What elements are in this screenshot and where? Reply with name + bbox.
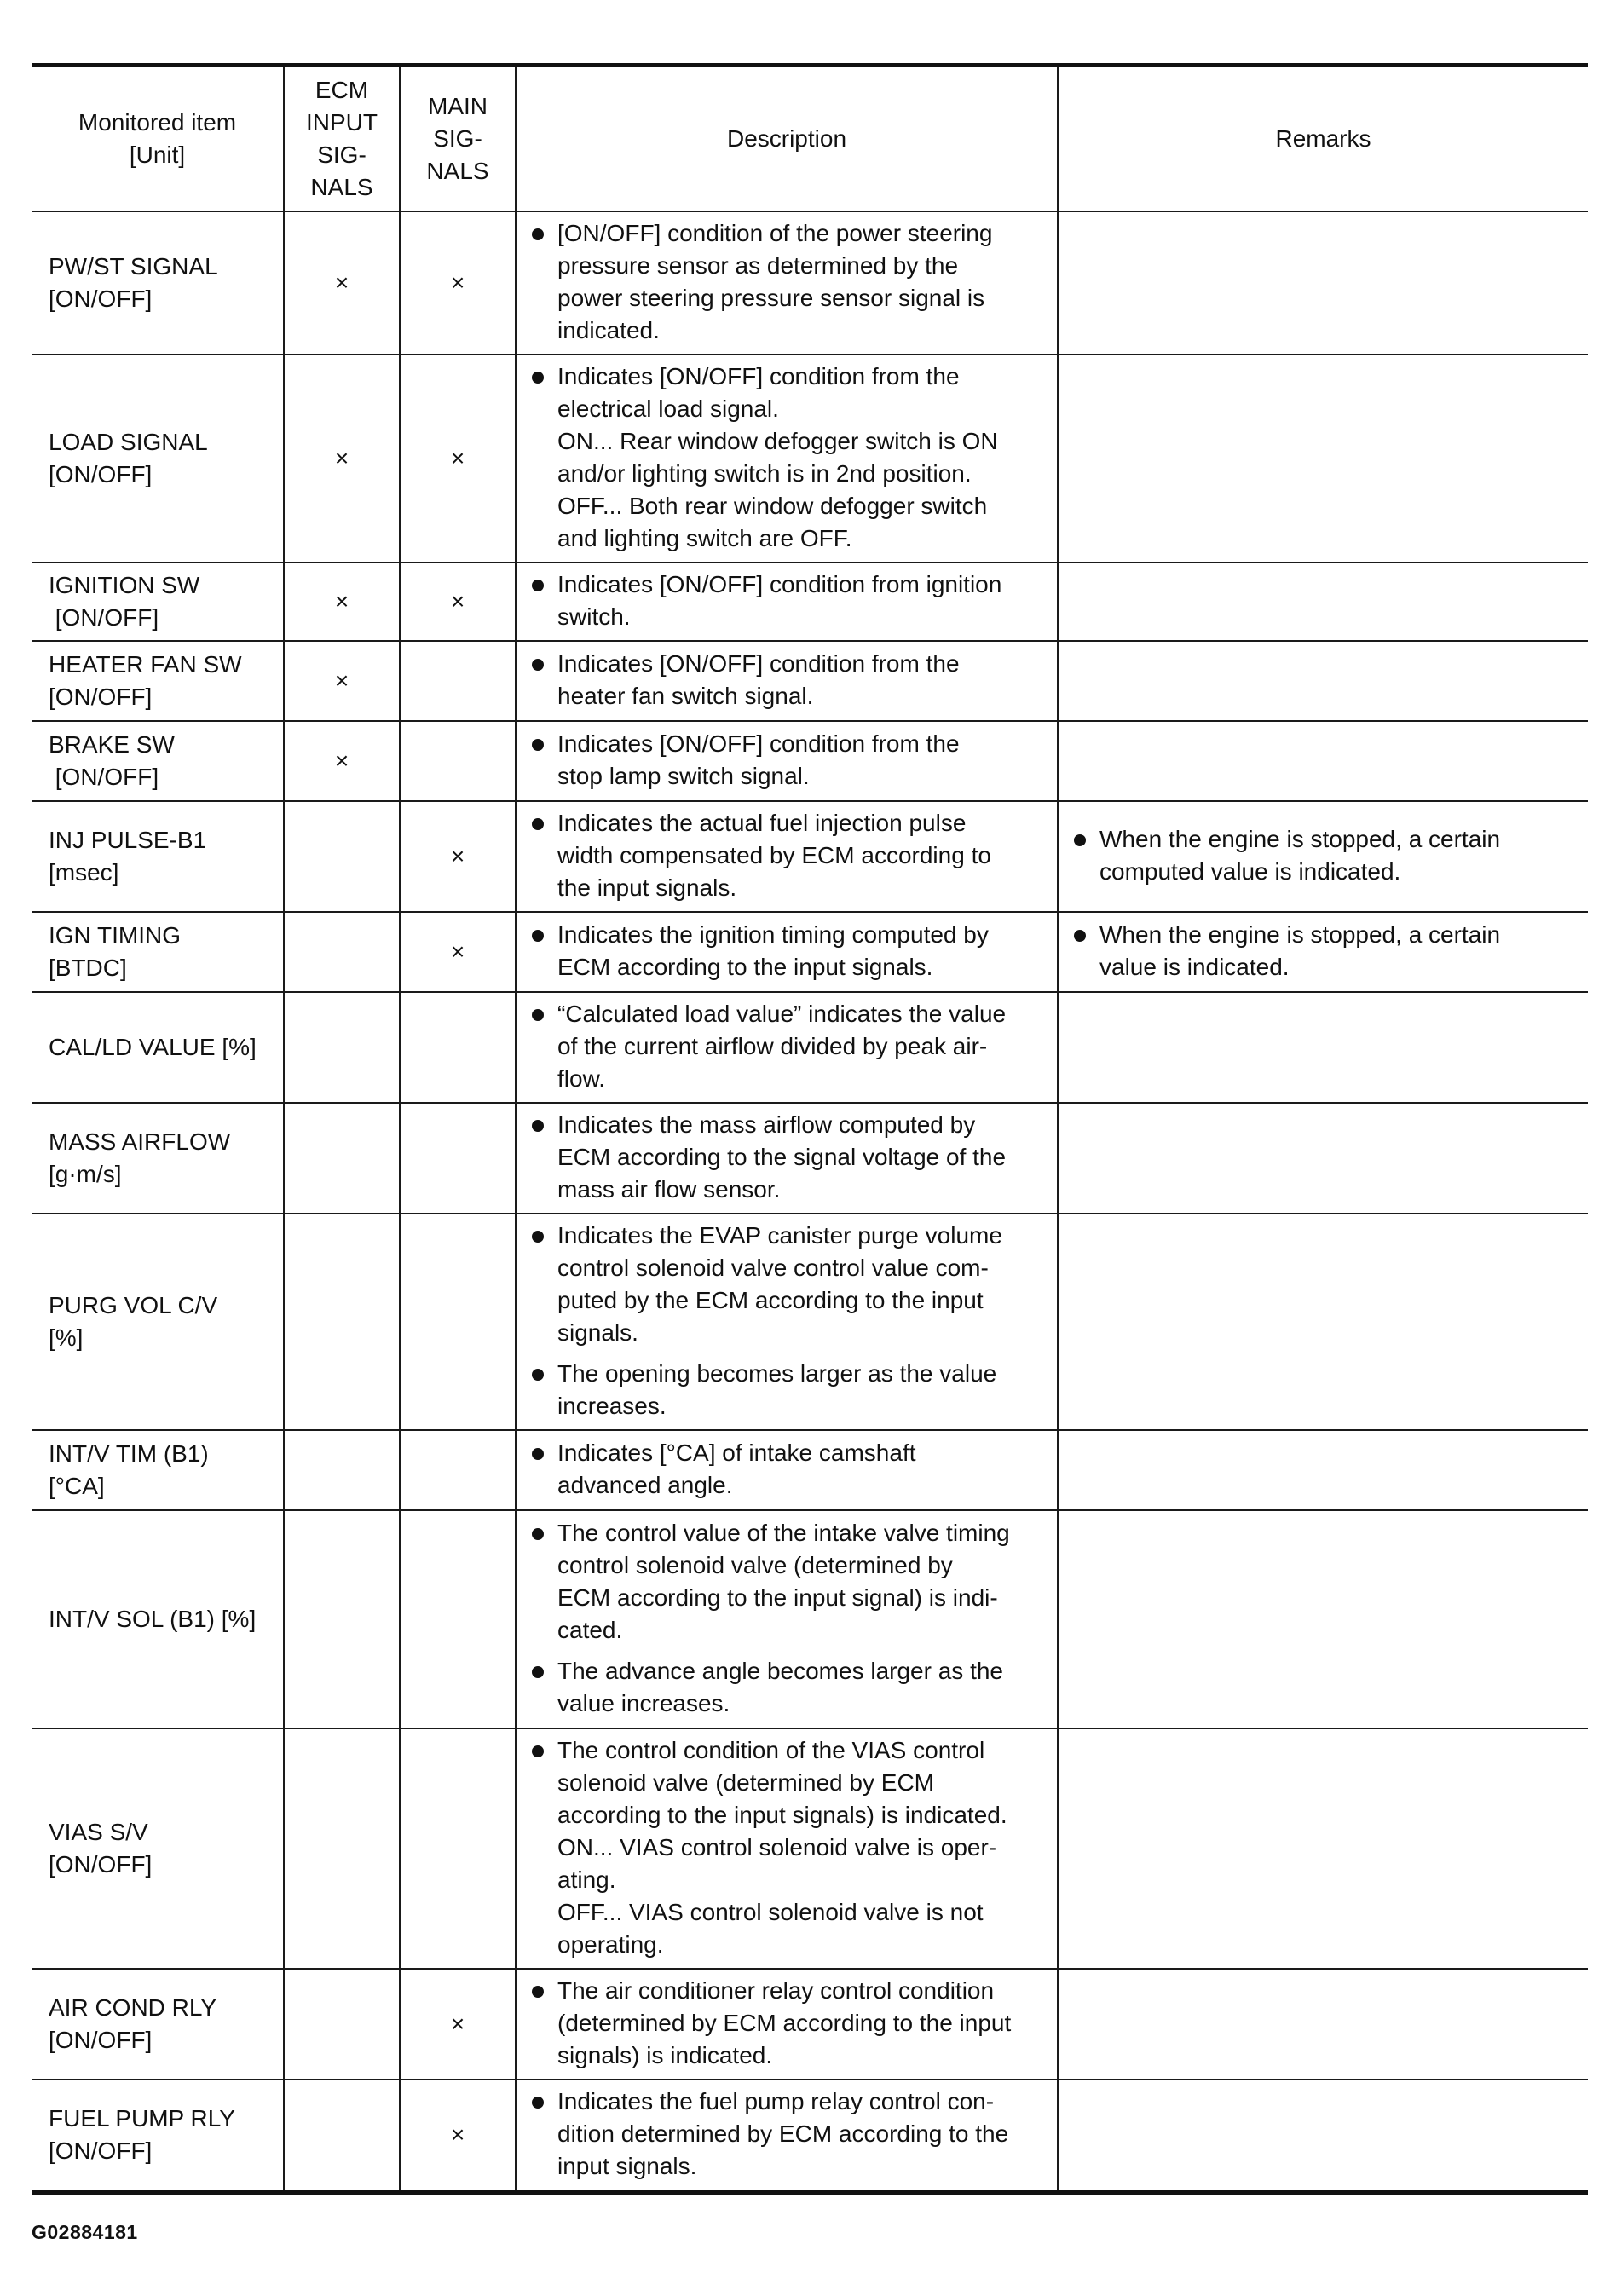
monitored-item-cell	[32, 2080, 284, 2192]
description-list	[528, 1975, 1052, 2072]
header-description-text: Description	[726, 125, 847, 152]
description-list	[528, 807, 1052, 904]
table-body	[32, 211, 1588, 2192]
description-text: Indicates the ignition timing computed by ECM according to the input signals.	[557, 921, 989, 980]
monitored-item-name: AIR COND RLY [ON/OFF]	[49, 1994, 217, 2053]
ecm-input-mark: ×	[284, 355, 400, 562]
description-cell	[516, 1430, 1058, 1510]
ecm-input-mark: ×	[284, 641, 400, 721]
remarks-cell	[1058, 1103, 1588, 1214]
description-bullet	[528, 919, 1052, 984]
table-row	[32, 801, 1588, 912]
table-row	[32, 1969, 1588, 2080]
table-row	[32, 721, 1588, 801]
description-text: The air conditioner relay control condition (determined by ECM according to the input signals) is indicated.	[557, 1977, 1012, 2068]
table-row	[32, 211, 1588, 355]
remarks-cell	[1058, 355, 1588, 562]
table-row	[32, 912, 1588, 992]
monitored-item-name: VIAS S/V [ON/OFF]	[49, 1819, 153, 1878]
remarks-cell	[1058, 562, 1588, 641]
description-bullet	[528, 361, 1052, 425]
remarks-cell	[1058, 1969, 1588, 2080]
table-row	[32, 1728, 1588, 1969]
ecm-input-mark	[284, 1969, 400, 2080]
table-row	[32, 2080, 1588, 2192]
description-text: Indicates [ON/OFF] condition from the stop lamp switch signal.	[557, 730, 960, 789]
header-description	[516, 66, 1058, 212]
description-list	[528, 1109, 1052, 1206]
description-text: The control condition of the VIAS control solenoid valve (determined by ECM according to the input signals) is indicated.	[557, 1737, 1007, 1828]
monitored-item-name: PW/ST SIGNAL [ON/OFF]	[49, 253, 218, 312]
description-cell	[516, 2080, 1058, 2192]
description-list	[528, 1734, 1052, 1832]
description-list	[528, 919, 1052, 984]
description-bullet	[528, 1109, 1052, 1206]
description-text: The advance angle becomes larger as the value increases.	[557, 1658, 1003, 1716]
description-text: “Calculated load value” indicates the value of the current airflow divided by peak air- flow.	[557, 1001, 1007, 1092]
remarks-cell	[1058, 992, 1588, 1103]
main-signal-mark	[400, 1728, 516, 1969]
description-bullet	[528, 648, 1052, 712]
description-bullet	[528, 998, 1052, 1095]
table-row	[32, 1510, 1588, 1728]
remarks-cell	[1058, 721, 1588, 801]
monitored-item-cell	[32, 1214, 284, 1430]
monitored-item-name: FUEL PUMP RLY [ON/OFF]	[49, 2105, 235, 2165]
description-cell	[516, 992, 1058, 1103]
monitored-item-cell	[32, 992, 284, 1103]
description-text: Indicates the fuel pump relay control con- dition determined by ECM according to the input signals.	[557, 2088, 1009, 2180]
ecm-input-mark	[284, 1214, 400, 1430]
description-bullet	[528, 1655, 1052, 1720]
description-bullet	[528, 1975, 1052, 2072]
description-text: Indicates the EVAP canister purge volume control solenoid valve control value com- puted by the ECM according to the input signals.	[557, 1222, 1002, 1346]
remarks-cell	[1058, 1430, 1588, 1510]
monitored-item-cell	[32, 1969, 284, 2080]
remarks-list	[1071, 823, 1583, 888]
monitored-item-name: INT/V TIM (B1) [°CA]	[49, 1440, 209, 1499]
ecm-input-mark	[284, 992, 400, 1103]
remarks-cell	[1058, 2080, 1588, 2192]
header-remarks	[1058, 66, 1588, 212]
main-signal-mark	[400, 1430, 516, 1510]
remarks-cell	[1058, 211, 1588, 355]
monitored-items-table	[32, 63, 1588, 2195]
remarks-cell	[1058, 641, 1588, 721]
description-list	[528, 568, 1052, 633]
monitored-item-cell	[32, 912, 284, 992]
header-ecm-input-text: ECM INPUT SIG- NALS	[306, 77, 378, 200]
description-cell	[516, 211, 1058, 355]
remarks-text: When the engine is stopped, a certain computed value is indicated.	[1099, 826, 1501, 885]
description-cell	[516, 721, 1058, 801]
monitored-item-name: CAL/LD VALUE [%]	[49, 1034, 257, 1060]
description-bullet	[528, 807, 1052, 904]
header-main-signals	[400, 66, 516, 212]
header-monitored-item	[32, 66, 284, 212]
monitored-item-name: PURG VOL C/V [%]	[49, 1292, 218, 1351]
table-row	[32, 1430, 1588, 1510]
main-signal-mark: ×	[400, 355, 516, 562]
ecm-input-mark: ×	[284, 721, 400, 801]
monitored-item-name: MASS AIRFLOW [g·m/s]	[49, 1128, 231, 1187]
main-signal-mark	[400, 1103, 516, 1214]
table-row	[32, 562, 1588, 641]
header-main-signals-text: MAIN SIG- NALS	[426, 93, 489, 184]
description-text: Indicates [°CA] of intake camshaft advanced angle.	[557, 1439, 916, 1498]
ecm-input-mark	[284, 912, 400, 992]
description-cell	[516, 801, 1058, 912]
description-detail: ON... VIAS control solenoid valve is oper- ating. OFF... VIAS control solenoid valve is not operating.	[557, 1834, 997, 1958]
description-text: Indicates [ON/OFF] condition from the heater fan switch signal.	[557, 650, 960, 709]
table-row	[32, 992, 1588, 1103]
description-text: The control value of the intake valve timing control solenoid valve (determined by ECM according to the input signal) is indi- cated.	[557, 1520, 1010, 1643]
description-cell	[516, 1728, 1058, 1969]
ecm-input-mark: ×	[284, 211, 400, 355]
header-remarks-text: Remarks	[1275, 125, 1371, 152]
description-text: Indicates the actual fuel injection pulse width compensated by ECM according to the input signals.	[557, 810, 991, 901]
description-bullet	[528, 1437, 1052, 1502]
figure-id: G02884181	[32, 2221, 138, 2243]
remarks-bullet	[1071, 823, 1583, 888]
remarks-cell	[1058, 912, 1588, 992]
main-signal-mark: ×	[400, 1969, 516, 2080]
table-header-row	[32, 66, 1588, 212]
description-list	[528, 728, 1052, 793]
description-cell	[516, 641, 1058, 721]
ecm-input-mark	[284, 2080, 400, 2192]
remarks-cell	[1058, 1214, 1588, 1430]
description-text: Indicates the mass airflow computed by ECM according to the signal voltage of the mass air flow sensor.	[557, 1111, 1007, 1203]
monitored-item-name: HEATER FAN SW [ON/OFF]	[49, 651, 242, 710]
description-text: [ON/OFF] condition of the power steering pressure sensor as determined by the power steering pressure sensor signal is indicated.	[557, 220, 993, 343]
description-cell	[516, 1510, 1058, 1728]
table-row	[32, 355, 1588, 562]
ecm-input-mark: ×	[284, 562, 400, 641]
main-signal-mark: ×	[400, 562, 516, 641]
description-bullet	[528, 217, 1052, 347]
remarks-cell	[1058, 801, 1588, 912]
description-cell	[516, 355, 1058, 562]
description-list	[528, 1517, 1052, 1720]
table-row	[32, 641, 1588, 721]
main-signal-mark: ×	[400, 2080, 516, 2192]
table-row	[32, 1214, 1588, 1430]
description-list	[528, 998, 1052, 1095]
description-bullet	[528, 1517, 1052, 1647]
description-cell	[516, 562, 1058, 641]
description-list	[528, 361, 1052, 425]
description-list	[528, 2085, 1052, 2183]
description-cell	[516, 1214, 1058, 1430]
monitored-item-cell	[32, 641, 284, 721]
monitored-item-name: LOAD SIGNAL [ON/OFF]	[49, 429, 208, 487]
main-signal-mark	[400, 992, 516, 1103]
monitored-item-cell	[32, 355, 284, 562]
monitored-item-name: INJ PULSE-B1 [msec]	[49, 827, 207, 886]
description-text: Indicates [ON/OFF] condition from the electrical load signal.	[557, 363, 960, 422]
description-list	[528, 217, 1052, 347]
description-list	[528, 648, 1052, 712]
remarks-cell	[1058, 1728, 1588, 1969]
description-text: The opening becomes larger as the value increases.	[557, 1360, 997, 1419]
main-signal-mark	[400, 641, 516, 721]
monitored-item-cell	[32, 1103, 284, 1214]
main-signal-mark	[400, 721, 516, 801]
monitored-item-cell	[32, 1430, 284, 1510]
description-bullet	[528, 1358, 1052, 1422]
description-cell	[516, 1969, 1058, 2080]
description-bullet	[528, 728, 1052, 793]
ecm-input-mark	[284, 1510, 400, 1728]
main-signal-mark: ×	[400, 912, 516, 992]
description-list	[528, 1220, 1052, 1422]
remarks-text: When the engine is stopped, a certain value is indicated.	[1099, 921, 1501, 980]
ecm-input-mark	[284, 801, 400, 912]
header-ecm-input-signals	[284, 66, 400, 212]
monitored-item-name: BRAKE SW [ON/OFF]	[49, 731, 175, 790]
description-bullet	[528, 568, 1052, 633]
monitored-item-cell	[32, 562, 284, 641]
monitored-item-name: INT/V SOL (B1) [%]	[49, 1606, 257, 1632]
description-bullet	[528, 2085, 1052, 2183]
main-signal-mark: ×	[400, 801, 516, 912]
remarks-cell	[1058, 1510, 1588, 1728]
remarks-bullet	[1071, 919, 1583, 984]
monitored-item-name: IGN TIMING [BTDC]	[49, 922, 182, 981]
monitored-item-cell	[32, 801, 284, 912]
main-signal-mark: ×	[400, 211, 516, 355]
description-cell	[516, 912, 1058, 992]
description-bullet	[528, 1220, 1052, 1349]
description-detail: ON... Rear window defogger switch is ON and/or lighting switch is in 2nd position. OFF... Both rear window defogger switch and lighting switch are OFF.	[557, 428, 998, 551]
description-bullet	[528, 1734, 1052, 1832]
monitored-item-cell	[32, 1728, 284, 1969]
table-row	[32, 1103, 1588, 1214]
description-list	[528, 1437, 1052, 1502]
remarks-list	[1071, 919, 1583, 984]
header-monitored-item-text: Monitored item [Unit]	[78, 109, 237, 168]
monitored-item-name: IGNITION SW [ON/OFF]	[49, 572, 200, 631]
ecm-input-mark	[284, 1430, 400, 1510]
ecm-input-mark	[284, 1728, 400, 1969]
description-cell	[516, 1103, 1058, 1214]
main-signal-mark	[400, 1510, 516, 1728]
ecm-input-mark	[284, 1103, 400, 1214]
monitored-item-cell	[32, 721, 284, 801]
monitored-item-cell	[32, 1510, 284, 1728]
monitored-item-cell	[32, 211, 284, 355]
main-signal-mark	[400, 1214, 516, 1430]
description-text: Indicates [ON/OFF] condition from ignition switch.	[557, 571, 1002, 630]
